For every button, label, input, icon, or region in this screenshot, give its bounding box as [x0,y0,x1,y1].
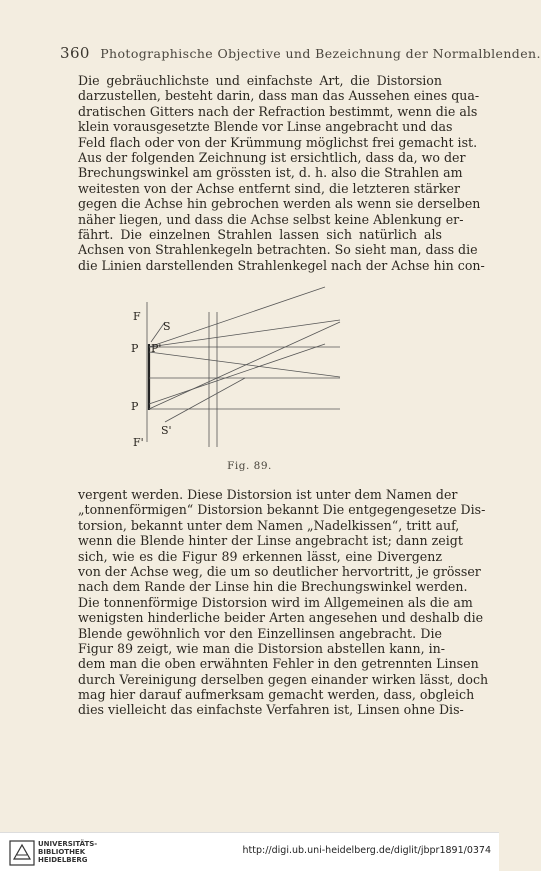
text-line: Feld flach oder von der Krümmung möglichst frei gemacht ist. [78,134,478,150]
text-line: torsion, bekannt unter dem Namen „Nadelkissen“, tritt auf, [78,517,460,533]
label-p-prime: P' [151,342,162,355]
text-line: Figur 89 zeigt, wie man die Distorsion abstellen kann, in- [78,640,445,656]
text-line: Aus der folgenden Zeichnung ist ersichtlich, dass da, wo der [78,149,466,165]
running-header [60,44,541,64]
text-line: dem man die oben erwähnten Fehler in den getrennten Linsen [78,656,479,672]
text-line: dratischen Gitters nach der Refraction bestimmt, wenn die als [78,103,478,119]
digitization-footer [0,832,499,871]
text-line: mag hier darauf aufmerksam gemacht werden, dass, obgleich [78,687,475,703]
text-line: durch Vereinigung derselben gegen einander wirken lässt, doch [78,671,489,687]
ray-line [149,320,340,347]
text-line: dies vielleicht das einfachste Verfahren ist, Linsen ohne Dis- [78,702,464,718]
text-line: die Linien darstellenden Strahlenkegel nach der Achse hin con- [78,257,485,273]
ray-line [149,322,340,409]
running-title: Photographische Objective und Bezeichnung der Normalblenden. [100,46,541,61]
text-line: wenigsten hinderliche beider Arten angesehen und deshalb die [78,610,484,626]
figure-89-diagram [125,282,355,452]
label-s-top: S [163,320,171,333]
ray-line [149,287,325,347]
text-line: Blende gewöhnlich vor den Einzellinsen angebracht. Die [78,625,442,641]
library-logo-icon [8,839,36,867]
label-p-lower: P [131,400,139,413]
text-line: vergent werden. Diese Distorsion ist unter dem Namen der [78,487,458,502]
text-line: Achsen von Strahlenkegeln betrachten. So sieht man, dass die [78,242,478,258]
label-f-bottom: F' [133,436,144,449]
text-line: näher liegen, und dass die Achse selbst keine Ablenkung er- [78,211,464,227]
ray-line [149,352,340,377]
text-line: Die tonnenförmige Distorsion wird im Allgemeinen als die am [78,594,473,610]
label-f-top: F [133,310,141,323]
paragraph-1 [78,73,485,273]
text-line: „tonnenförmigen“ Distorsion bekannt Die entgegengesetze Dis- [78,502,486,518]
text-line: weitesten von der Achse entfernt sind, die letzteren stärker [78,180,460,196]
text-line: sich, wie es die Figur 89 erkennen lässt, eine Divergenz [78,548,442,564]
text-line: darzustellen, besteht darin, dass man das Aussehen eines qua- [78,88,480,104]
text-line: wenn die Blende hinter der Linse angebracht ist; dann zeigt [78,533,463,549]
figure-caption: Fig. 89. [227,460,272,472]
text-line: Die gebräuchlichste und einfachste Art, die Distorsion [78,73,442,88]
label-s-bottom: S' [161,424,172,437]
ray-diagram [125,282,355,452]
label-p-left: P [131,342,139,355]
source-url-link[interactable]: http://digi.ub.uni-heidelberg.de/diglit/jbpr1891/0374 [242,845,491,856]
ray-line [149,344,325,404]
text-line: fährt. Die einzelnen Strahlen lassen sich natürlich als [78,226,442,242]
paragraph-2 [78,487,489,718]
library-name: UNIVERSITÄTS- BIBLIOTHEK HEIDELBERG [38,840,98,864]
text-line: nach dem Rande der Linse hin die Brechungswinkel werden. [78,579,468,595]
text-line: gegen die Achse hin gebrochen werden als wenn sie derselben [78,196,481,212]
page-number: 360 [60,44,90,62]
text-line: von der Achse weg, die um so deutlicher hervortritt, je grösser [78,563,481,579]
text-line: klein vorausgesetzte Blende vor Linse angebracht und das [78,119,453,135]
text-line: Brechungswinkel am grössten ist, d. h. also die Strahlen am [78,165,463,181]
